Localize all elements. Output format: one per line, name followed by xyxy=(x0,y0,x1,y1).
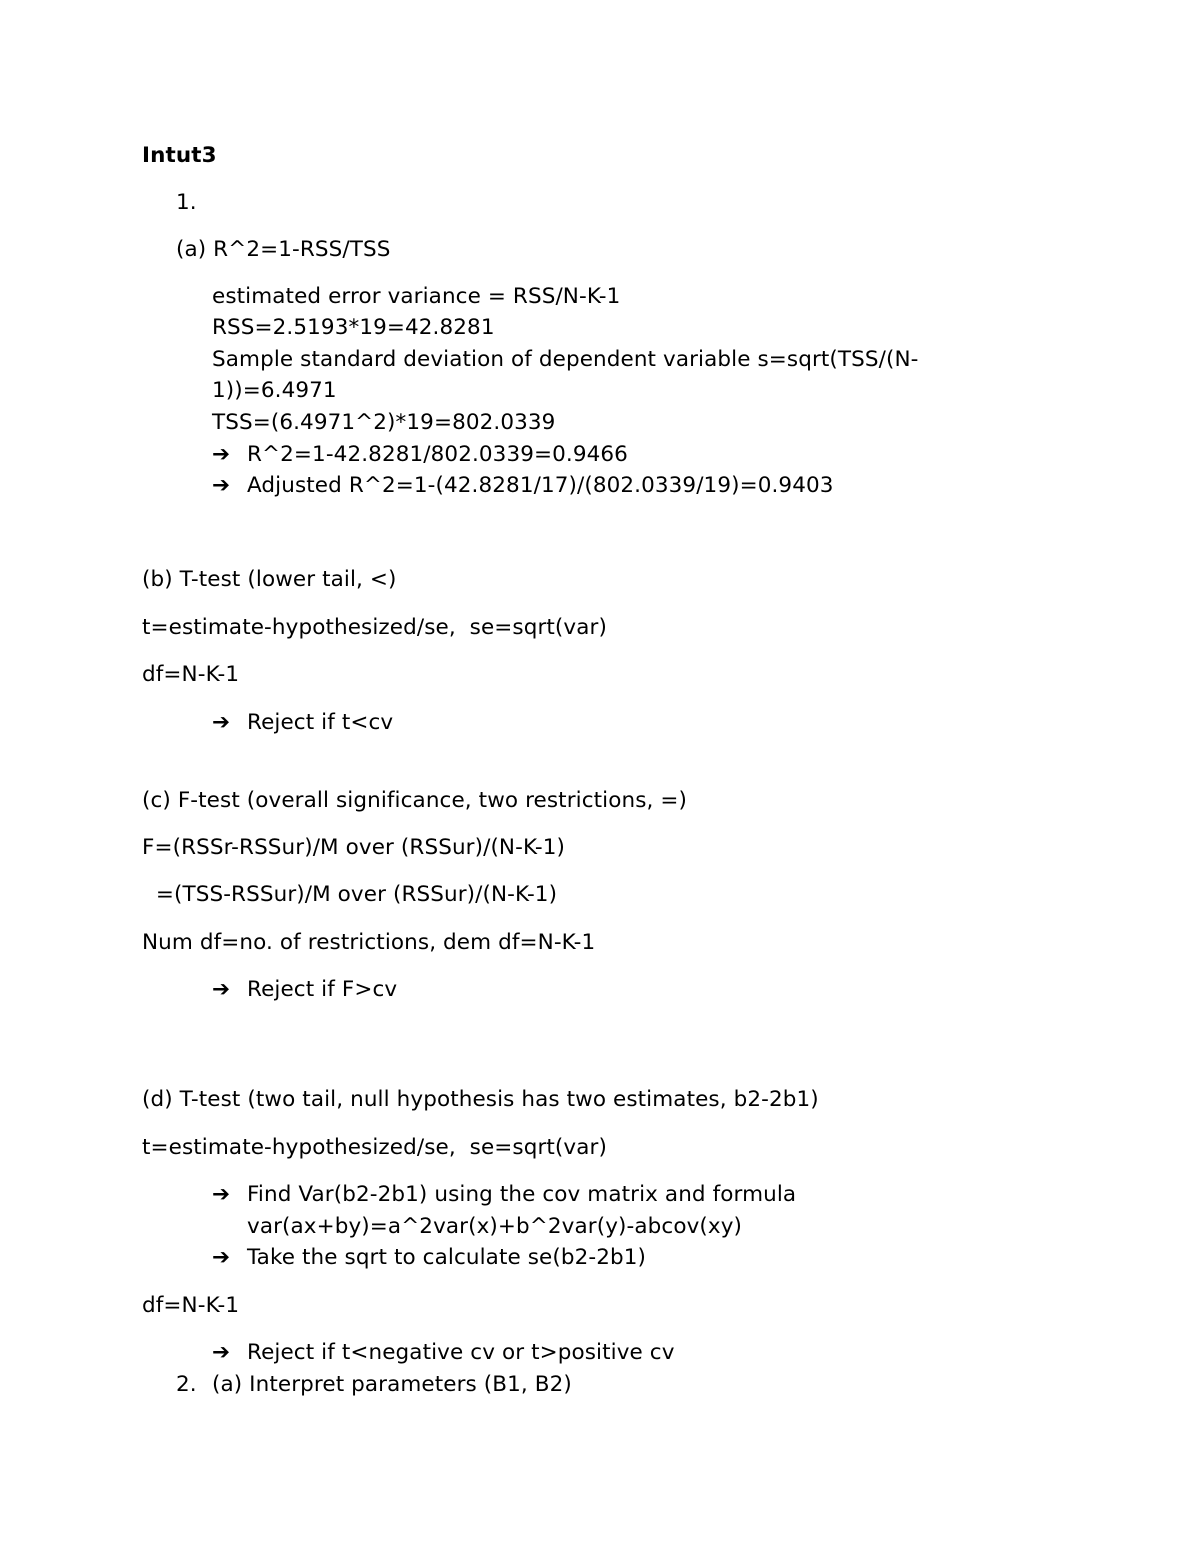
question-2-text: (a) Interpret parameters (B1, B2) xyxy=(212,1372,572,1397)
part-b-bullet xyxy=(212,709,393,737)
part-a-line: RSS=2.5193*19=42.8281 xyxy=(212,315,495,340)
part-d-line: t=estimate-hypothesized/se, se=sqrt(var) xyxy=(142,1135,607,1160)
bullet-text: Adjusted R^2=1-(42.8281/17)/(802.0339/19)=0.9403 xyxy=(247,473,834,498)
bullet-text: Reject if F>cv xyxy=(247,977,398,1002)
arrow-bullet-icon: ➔ xyxy=(212,710,231,735)
part-a-heading: (a) R^2=1-RSS/TSS xyxy=(176,237,391,262)
bullet-text: R^2=1-42.8281/802.0339=0.9466 xyxy=(247,442,628,467)
bullet-text: Reject if t<cv xyxy=(247,710,394,735)
part-c-bullet xyxy=(212,976,397,1004)
part-a-bullet xyxy=(212,441,628,469)
part-d-bullet-continuation: var(ax+by)=a^2var(x)+b^2var(y)-abcov(xy) xyxy=(247,1214,743,1239)
part-a-line: Sample standard deviation of dependent variable s=sqrt(TSS/(N- xyxy=(212,347,919,372)
part-d-heading: (d) T-test (two tail, null hypothesis has two estimates, b2-2b1) xyxy=(142,1087,819,1112)
arrow-bullet-icon: ➔ xyxy=(212,473,231,498)
arrow-bullet-icon: ➔ xyxy=(212,442,231,467)
part-c-line: F=(RSSr-RSSur)/M over (RSSur)/(N-K-1) xyxy=(142,835,566,860)
bullet-text: Take the sqrt to calculate se(b2-2b1) xyxy=(247,1245,647,1270)
part-b-heading: (b) T-test (lower tail, <) xyxy=(142,567,397,592)
bullet-text: Find Var(b2-2b1) using the cov matrix and formula xyxy=(247,1182,797,1207)
part-b-line: df=N-K-1 xyxy=(142,662,240,687)
part-d-bullet xyxy=(212,1244,646,1272)
part-a-bullet xyxy=(212,472,834,500)
arrow-bullet-icon: ➔ xyxy=(212,1182,231,1207)
arrow-bullet-icon: ➔ xyxy=(212,1245,231,1270)
part-c-line: =(TSS-RSSur)/M over (RSSur)/(N-K-1) xyxy=(142,882,558,907)
document-title: Intut3 xyxy=(142,143,217,168)
arrow-bullet-icon: ➔ xyxy=(212,1340,231,1365)
part-b-line: t=estimate-hypothesized/se, se=sqrt(var) xyxy=(142,615,607,640)
part-d-bullet xyxy=(212,1339,675,1367)
part-a-line: TSS=(6.4971^2)*19=802.0339 xyxy=(212,410,556,435)
part-c-heading: (c) F-test (overall significance, two restrictions, =) xyxy=(142,788,687,813)
bullet-text: Reject if t<negative cv or t>positive cv xyxy=(247,1340,675,1365)
question-2 xyxy=(176,1371,572,1399)
part-a-line: estimated error variance = RSS/N-K-1 xyxy=(212,284,621,309)
part-d-line: df=N-K-1 xyxy=(142,1293,240,1318)
part-a-line: 1))=6.4971 xyxy=(212,378,337,403)
question-1-number: 1. xyxy=(176,190,197,215)
part-c-line: Num df=no. of restrictions, dem df=N-K-1 xyxy=(142,930,596,955)
part-d-bullet xyxy=(212,1181,796,1209)
question-2-number: 2. xyxy=(176,1372,197,1397)
arrow-bullet-icon: ➔ xyxy=(212,977,231,1002)
